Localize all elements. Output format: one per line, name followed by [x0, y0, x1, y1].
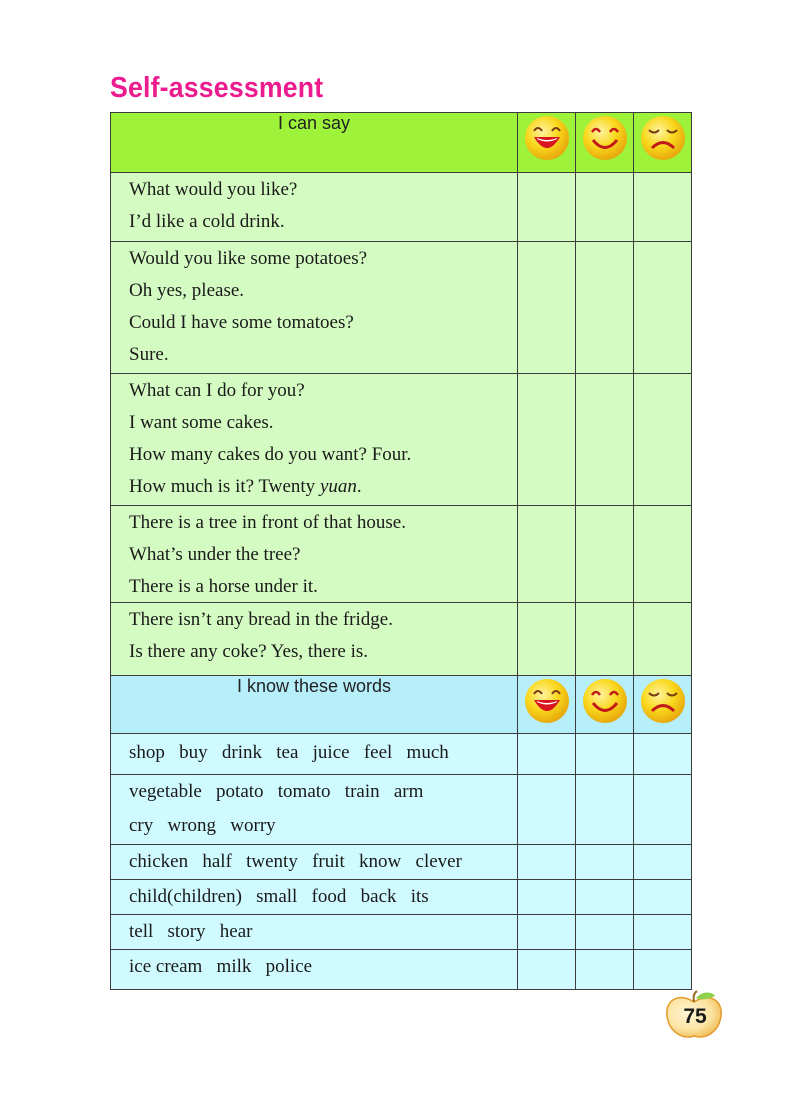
sentence: Is there any coke? Yes, there is. [129, 641, 369, 662]
rating-box[interactable] [576, 880, 634, 915]
rating-box[interactable] [634, 374, 692, 506]
rating-box[interactable] [634, 915, 692, 950]
rating-box[interactable] [634, 880, 692, 915]
rating-box[interactable] [634, 603, 692, 676]
word-row [111, 845, 692, 880]
rating-box[interactable] [518, 506, 576, 603]
rating-box[interactable] [576, 374, 634, 506]
words-cell [111, 950, 518, 990]
rating-box[interactable] [518, 734, 576, 775]
face-column-header [634, 113, 692, 173]
word-list: ice cream milk police [129, 956, 313, 977]
rating-box[interactable] [634, 734, 692, 775]
word-list: vegetable potato tomato train arm [129, 781, 424, 802]
know-words-header-cell [111, 676, 518, 734]
sentence: There isn’t any bread in the fridge. [129, 609, 393, 630]
can-say-row [111, 603, 692, 676]
word-list: shop buy drink tea juice feel much [129, 742, 449, 763]
rating-box[interactable] [518, 950, 576, 990]
sentence [129, 471, 517, 503]
page-title: Self-assessment [110, 72, 324, 104]
face-column-header [518, 676, 576, 734]
face-column-header [576, 113, 634, 173]
rating-box[interactable] [576, 915, 634, 950]
sentence: I want some cakes. [129, 412, 274, 433]
smiling-face-icon [580, 676, 630, 726]
sentence: There is a horse under it. [129, 576, 318, 597]
words-cell [111, 915, 518, 950]
smiling-face-icon [580, 113, 630, 163]
rating-box[interactable] [518, 603, 576, 676]
words-cell [111, 880, 518, 915]
words-cell [111, 775, 518, 845]
sentence-cell [111, 374, 518, 506]
sentence: Could I have some tomatoes? [129, 312, 354, 333]
know-words-header-row [111, 676, 692, 734]
rating-box[interactable] [634, 950, 692, 990]
sentence-end: . [356, 476, 362, 497]
laughing-face-icon [522, 113, 572, 163]
rating-box[interactable] [576, 845, 634, 880]
rating-box[interactable] [518, 775, 576, 845]
sentence-cell [111, 603, 518, 676]
face-column-header [518, 113, 576, 173]
sentence-cell [111, 242, 518, 374]
sentence: I’d like a cold drink. [129, 211, 285, 232]
word-list: chicken half twenty fruit know clever [129, 851, 462, 872]
sentence: What can I do for you? [129, 380, 305, 401]
rating-box[interactable] [634, 242, 692, 374]
sentence: What’s under the tree? [129, 544, 301, 565]
word-row [111, 915, 692, 950]
know-words-header: I know these words [236, 676, 392, 696]
rating-box[interactable] [634, 506, 692, 603]
can-say-header-row [111, 113, 692, 173]
word-list: cry wrong worry [129, 815, 276, 836]
can-say-row [111, 506, 692, 603]
word-row [111, 880, 692, 915]
rating-box[interactable] [634, 173, 692, 242]
rating-box[interactable] [576, 242, 634, 374]
rating-box[interactable] [576, 603, 634, 676]
sentence-cell [111, 173, 518, 242]
sad-face-icon [638, 676, 688, 726]
words-cell [111, 845, 518, 880]
rating-box[interactable] [576, 734, 634, 775]
can-say-header: I can say [277, 113, 351, 133]
sentence: Would you like some potatoes? [129, 248, 368, 269]
can-say-row [111, 242, 692, 374]
sentence: Oh yes, please. [129, 280, 245, 301]
rating-box[interactable] [576, 173, 634, 242]
rating-box[interactable] [576, 775, 634, 845]
rating-box[interactable] [518, 173, 576, 242]
rating-box[interactable] [576, 950, 634, 990]
rating-box[interactable] [576, 506, 634, 603]
word-row [111, 950, 692, 990]
sentence: There is a tree in front of that house. [129, 512, 406, 533]
face-column-header [634, 676, 692, 734]
rating-box[interactable] [634, 845, 692, 880]
words-cell [111, 734, 518, 775]
can-say-header-cell [111, 113, 518, 173]
sentence: Sure. [129, 344, 169, 365]
word-row [111, 775, 692, 845]
word-row [111, 734, 692, 775]
face-column-header [576, 676, 634, 734]
sentence-cell [111, 506, 518, 603]
can-say-row [111, 374, 692, 506]
can-say-row [111, 173, 692, 242]
laughing-face-icon [522, 676, 572, 726]
rating-box[interactable] [518, 845, 576, 880]
sentence: How many cakes do you want? Four. [129, 444, 412, 465]
sentence-text: How much is it? Twenty [129, 476, 320, 497]
rating-box[interactable] [518, 374, 576, 506]
sentence: What would you like? [129, 179, 298, 200]
page-number: 75 [683, 1005, 707, 1028]
rating-box[interactable] [634, 775, 692, 845]
word-list: tell story hear [129, 921, 253, 942]
word-list: child(children) small food back its [129, 886, 429, 907]
yuan-word: yuan [319, 476, 357, 497]
rating-box[interactable] [518, 880, 576, 915]
self-assessment-table [110, 112, 692, 990]
rating-box[interactable] [518, 242, 576, 374]
sad-face-icon [638, 113, 688, 163]
rating-box[interactable] [518, 915, 576, 950]
